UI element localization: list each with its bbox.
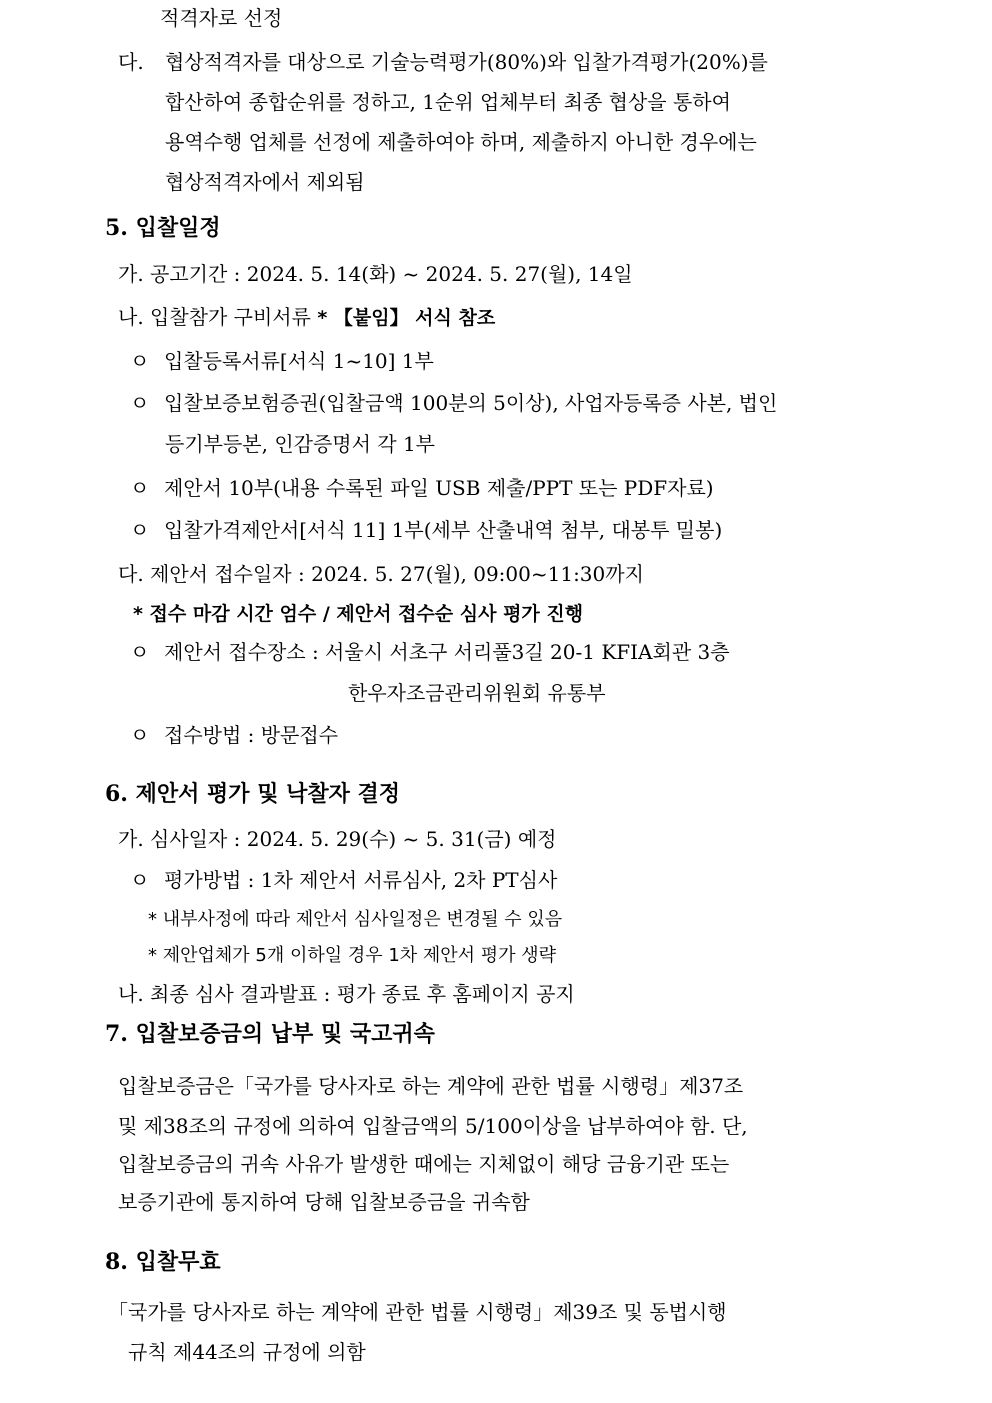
- sec5-item-2: ㅇ 입찰보증보험증권(입찰금액 100분의 5이상), 사업자등록증 사본, 법인: [130, 391, 778, 415]
- sec6-note-2: * 제안업체가 5개 이하일 경우 1차 제안서 평가 생략: [148, 945, 557, 966]
- sec5-place: ㅇ 제안서 접수장소 : 서울시 서초구 서리풀3길 20-1 KFIA회관 3층: [130, 640, 730, 664]
- sec5-item-3: ㅇ 제안서 10부(내용 수록된 파일 USB 제출/PPT 또는 PDF자료): [130, 476, 714, 500]
- bullet-icon: ㅇ: [130, 640, 150, 664]
- sec5-item-4: ㅇ 입찰가격제안서[서식 11] 1부(세부 산출내역 첨부, 대봉투 밀봉): [130, 518, 723, 542]
- intro-da-line-2: 합산하여 종합순위를 정하고, 1순위 업체부터 최종 협상을 통하여: [165, 90, 731, 114]
- sec5-na-note: * 【붙임】 서식 참조: [317, 307, 496, 329]
- sec6-method: ㅇ 평가방법 : 1차 제안서 서류심사, 2차 PT심사: [130, 868, 558, 892]
- bullet-icon: ㅇ: [130, 349, 150, 373]
- sec5-method: ㅇ 접수방법 : 방문접수: [130, 723, 339, 747]
- intro-da-line-3: 용역수행 업체를 선정에 제출하여야 하며, 제출하지 아니한 경우에는: [165, 130, 757, 154]
- intro-da-line-1: 협상적격자를 대상으로 기술능력평가(80%)와 입찰가격평가(20%)를: [165, 50, 768, 74]
- sec7-line-2: 및 제38조의 규정에 의하여 입찰금액의 5/100이상을 납부하여야 함. 단,: [118, 1114, 748, 1138]
- sec5-item-2-cont: 등기부등본, 인감증명서 각 1부: [165, 432, 435, 456]
- sec5-item-1: ㅇ 입찰등록서류[서식 1~10] 1부: [130, 349, 434, 373]
- bullet-icon: ㅇ: [130, 518, 150, 542]
- sec5-ga: 가. 공고기간 : 2024. 5. 14(화) ~ 2024. 5. 27(월), 14일: [118, 262, 633, 286]
- bullet-icon: ㅇ: [130, 476, 150, 500]
- intro-da-line-4: 협상적격자에서 제외됨: [165, 170, 365, 194]
- section-7-title: 7. 입찰보증금의 납부 및 국고귀속: [105, 1021, 435, 1047]
- sec5-da: 다. 제안서 접수일자 : 2024. 5. 27(월), 09:00~11:30까지: [118, 562, 644, 586]
- bullet-icon: ㅇ: [130, 391, 150, 415]
- bullet-icon: ㅇ: [130, 723, 150, 747]
- sec7-line-1: 입찰보증금은「국가를 당사자로 하는 계약에 관한 법률 시행령」제37조: [118, 1074, 744, 1098]
- intro-da-marker: 다.: [118, 50, 144, 74]
- intro-continuation: 적격자로 선정: [160, 6, 283, 30]
- sec5-place-cont: 한우자조금관리위원회 유통부: [348, 681, 606, 705]
- sec5-da-note: * 접수 마감 시간 엄수 / 제안서 접수순 심사 평가 진행: [133, 603, 584, 625]
- sec5-na-label: 나. 입찰참가 구비서류: [118, 305, 311, 329]
- sec6-na: 나. 최종 심사 결과발표 : 평가 종료 후 홈페이지 공지: [118, 982, 575, 1006]
- sec7-line-4: 보증기관에 통지하여 당해 입찰보증금을 귀속함: [118, 1190, 530, 1214]
- sec8-line-1: 「국가를 당사자로 하는 계약에 관한 법률 시행령」제39조 및 동법시행: [108, 1300, 727, 1324]
- sec6-note-1: * 내부사정에 따라 제안서 심사일정은 변경될 수 있음: [148, 909, 563, 930]
- section-8-title: 8. 입찰무효: [105, 1249, 221, 1275]
- sec6-ga: 가. 심사일자 : 2024. 5. 29(수) ~ 5. 31(금) 예정: [118, 827, 557, 851]
- sec7-line-3: 입찰보증금의 귀속 사유가 발생한 때에는 지체없이 해당 금융기관 또는: [118, 1152, 730, 1176]
- bullet-icon: ㅇ: [130, 868, 150, 892]
- sec8-line-2: 규칙 제44조의 규정에 의함: [128, 1340, 366, 1364]
- section-5-title: 5. 입찰일정: [105, 215, 221, 241]
- section-6-title: 6. 제안서 평가 및 낙찰자 결정: [105, 781, 401, 807]
- sec5-na: [118, 303, 495, 332]
